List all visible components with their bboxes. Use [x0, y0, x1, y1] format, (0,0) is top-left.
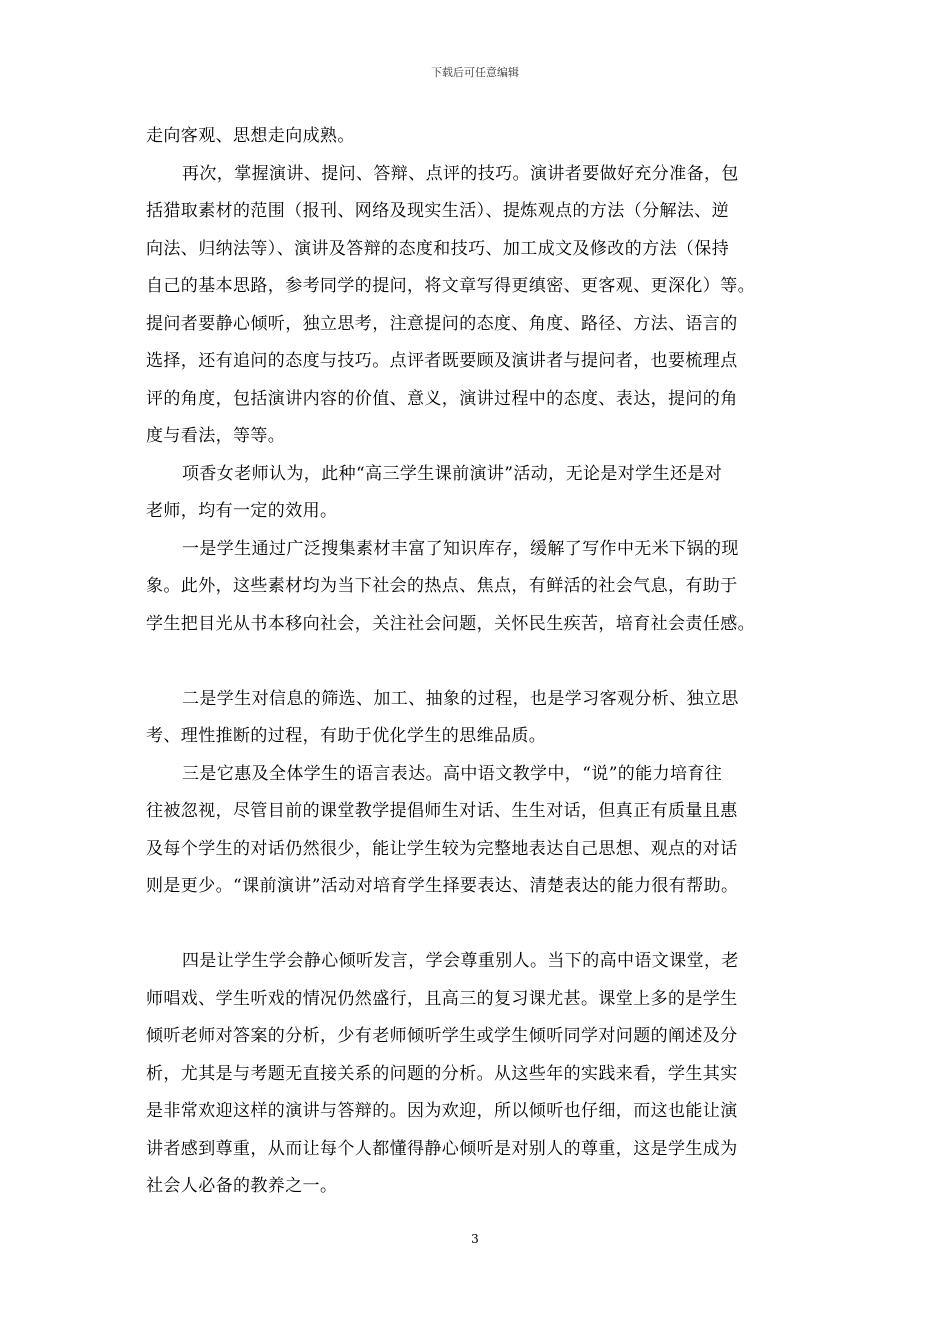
text-line: 学生把目光从书本移向社会，关注社会问题，关怀民生疾苦，培育社会责任感。 — [146, 613, 755, 634]
paragraph-spacer — [146, 906, 808, 944]
text-line: 则是更少。“课前演讲”活动对培育学生择要表达、清楚表达的能力很有帮助。 — [146, 876, 739, 896]
paragraph-start-line: 再次，掌握演讲、提问、答辩、点评的技巧。演讲者要做好充分准备，包 — [182, 163, 739, 184]
text-line: 选择，还有追问的态度与技巧。点评者既要顾及演讲者与提问者，也要梳理点 — [146, 351, 738, 371]
text-line: 倾听老师对答案的分析，少有老师倾听学生或学生倾听同学对问题的阐述及分 — [146, 1026, 738, 1046]
paragraph-start-line: 项香女老师认为，此种“高三学生课前演讲”活动，无论是对学生还是对 — [182, 463, 723, 484]
text-line: 社会人必备的教养之一。 — [146, 1176, 338, 1196]
page-number: 3 — [471, 1232, 479, 1246]
page-header: 下载后可任意编辑 — [431, 66, 519, 79]
text-line: 自己的基本思路，参考同学的提问，将文章写得更缜密、更客观、更深化）等。 — [146, 276, 755, 296]
document-body — [146, 118, 808, 1206]
text-line: 讲者感到尊重，从而让每个人都懂得静心倾听是对别人的尊重，这是学生成为 — [146, 1138, 738, 1159]
text-line: 往被忽视，尽管目前的课堂教学提倡师生对话、生生对话，但真正有质量且惠 — [146, 801, 738, 821]
text-line: 析，尤其是与考题无直接关系的问题的分析。从这些年的实践来看，学生其实 — [146, 1063, 738, 1084]
paragraph-spacer — [146, 643, 808, 681]
text-line: 老师，均有一定的效用。 — [146, 501, 338, 521]
text-line: 度与看法，等等。 — [146, 426, 286, 446]
text-line: 括猎取素材的范围（报刊、网络及现实生活）、提炼观点的方法（分解法、逆 — [146, 201, 730, 221]
text-line: 师唱戏、学生听戏的情况仍然盛行，且高三的复习课尤甚。课堂上多的是学生 — [146, 988, 738, 1009]
text-line: 提问者要静心倾听，独立思考，注意提问的态度、角度、路径、方法、语言的 — [146, 313, 738, 334]
text-line: 是非常欢迎这样的演讲与答辩的。因为欢迎，所以倾听也仔细，而这也能让演 — [146, 1101, 738, 1121]
paragraph-start-line: 一是学生通过广泛搜集素材丰富了知识库存，缓解了写作中无米下锅的现 — [182, 538, 739, 559]
text-line: 评的角度，包括演讲内容的价值、意义，演讲过程中的态度、表达，提问的角 — [146, 388, 738, 409]
text-line: 及每个学生的对话仍然很少，能让学生较为完整地表达自己思想、观点的对话 — [146, 838, 738, 859]
paragraph-start-line: 四是让学生学会静心倾听发言，学会尊重别人。当下的高中语文课堂，老 — [182, 951, 739, 971]
text-line: 象。此外，这些素材均为当下社会的热点、焦点，有鲜活的社会气息，有助于 — [146, 576, 738, 596]
text-line: 走向客观、思想走向成熟。 — [146, 126, 355, 146]
paragraph-start-line: 二是学生对信息的筛选、加工、抽象的过程，也是学习客观分析、独立思 — [182, 688, 739, 709]
text-line: 向法、归纳法等）、演讲及答辩的态度和技巧、加工成文及修改的方法（保持 — [146, 238, 730, 259]
text-line: 考、理性推断的过程，有助于优化学生的思维品质。 — [146, 726, 547, 746]
paragraph-start-line: 三是它惠及全体学生的语言表达。高中语文教学中，“说”的能力培育往 — [182, 763, 723, 784]
